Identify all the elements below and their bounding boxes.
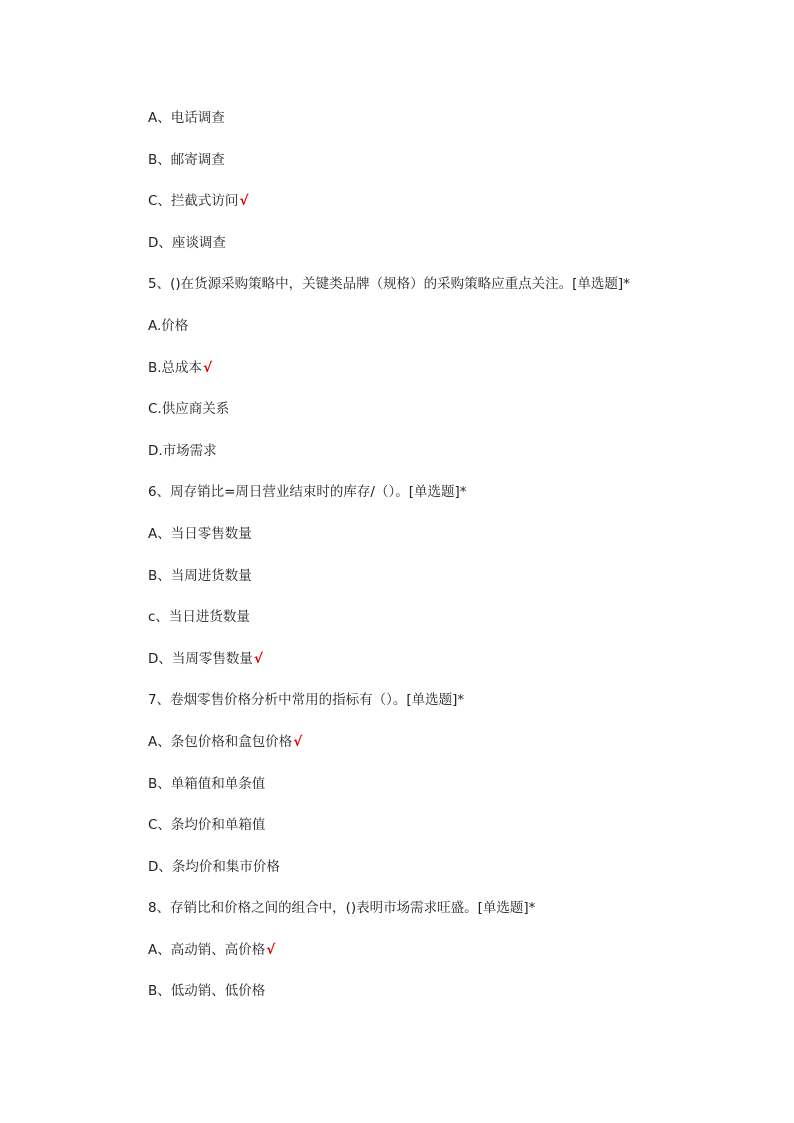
line-text: B、单箱值和单条值 bbox=[148, 775, 266, 792]
text-line bbox=[148, 107, 748, 149]
text-line bbox=[148, 398, 748, 440]
text-line bbox=[148, 773, 748, 815]
line-text: A、电话调查 bbox=[148, 110, 225, 126]
text-line bbox=[148, 190, 748, 232]
line-text: C、条均价和单箱值 bbox=[148, 817, 266, 834]
text-line bbox=[148, 689, 748, 731]
line-text: 5、()在货源采购策略中，关键类品牌（规格）的采购策略应重点关注。[单选题]* bbox=[148, 276, 630, 293]
correct-check-icon: √ bbox=[293, 733, 303, 750]
line-text: C.供应商关系 bbox=[148, 401, 230, 418]
text-line bbox=[148, 856, 748, 898]
line-text: D.市场需求 bbox=[148, 442, 217, 459]
line-text: B、当周进货数量 bbox=[148, 567, 252, 584]
line-text: B、低动销、低价格 bbox=[148, 983, 266, 1000]
correct-check-icon: √ bbox=[203, 359, 213, 376]
line-text: 6、周存销比=周日营业结束时的库存/（）。[单选题]* bbox=[148, 484, 467, 501]
line-text: A.价格 bbox=[148, 317, 189, 334]
text-line bbox=[148, 939, 748, 981]
text-line bbox=[148, 273, 748, 315]
text-line bbox=[148, 232, 748, 274]
line-text: A、高动销、高价格 bbox=[148, 941, 266, 958]
text-line bbox=[148, 149, 748, 191]
correct-check-icon: √ bbox=[266, 941, 276, 958]
line-text: 7、卷烟零售价格分析中常用的指标有（）。[单选题]* bbox=[148, 692, 465, 709]
text-line bbox=[148, 357, 748, 399]
line-text: C、拦截式访问 bbox=[148, 193, 239, 210]
text-line bbox=[148, 565, 748, 607]
correct-check-icon: √ bbox=[239, 193, 249, 210]
text-line bbox=[148, 648, 748, 690]
text-line bbox=[148, 814, 748, 856]
line-text: B、邮寄调查 bbox=[148, 151, 225, 168]
text-line bbox=[148, 731, 748, 773]
line-text: 8、存销比和价格之间的组合中，()表明市场需求旺盛。[单选题]* bbox=[148, 900, 536, 917]
correct-check-icon: √ bbox=[253, 650, 263, 667]
line-text: c、当日进货数量 bbox=[148, 609, 250, 626]
line-text: B.总成本 bbox=[148, 359, 203, 376]
text-line bbox=[148, 980, 748, 1022]
text-line bbox=[148, 440, 748, 482]
text-line bbox=[148, 315, 748, 357]
line-text: A、条包价格和盒包价格 bbox=[148, 733, 293, 750]
text-line bbox=[148, 523, 748, 565]
line-text: D、条均价和集市价格 bbox=[148, 858, 280, 875]
line-text: A、当日零售数量 bbox=[148, 525, 252, 542]
text-line bbox=[148, 481, 748, 523]
text-line bbox=[148, 897, 748, 939]
text-line bbox=[148, 606, 748, 648]
line-text: D、座谈调查 bbox=[148, 234, 226, 251]
line-text: D、当周零售数量 bbox=[148, 650, 253, 667]
document-body bbox=[148, 107, 748, 1022]
